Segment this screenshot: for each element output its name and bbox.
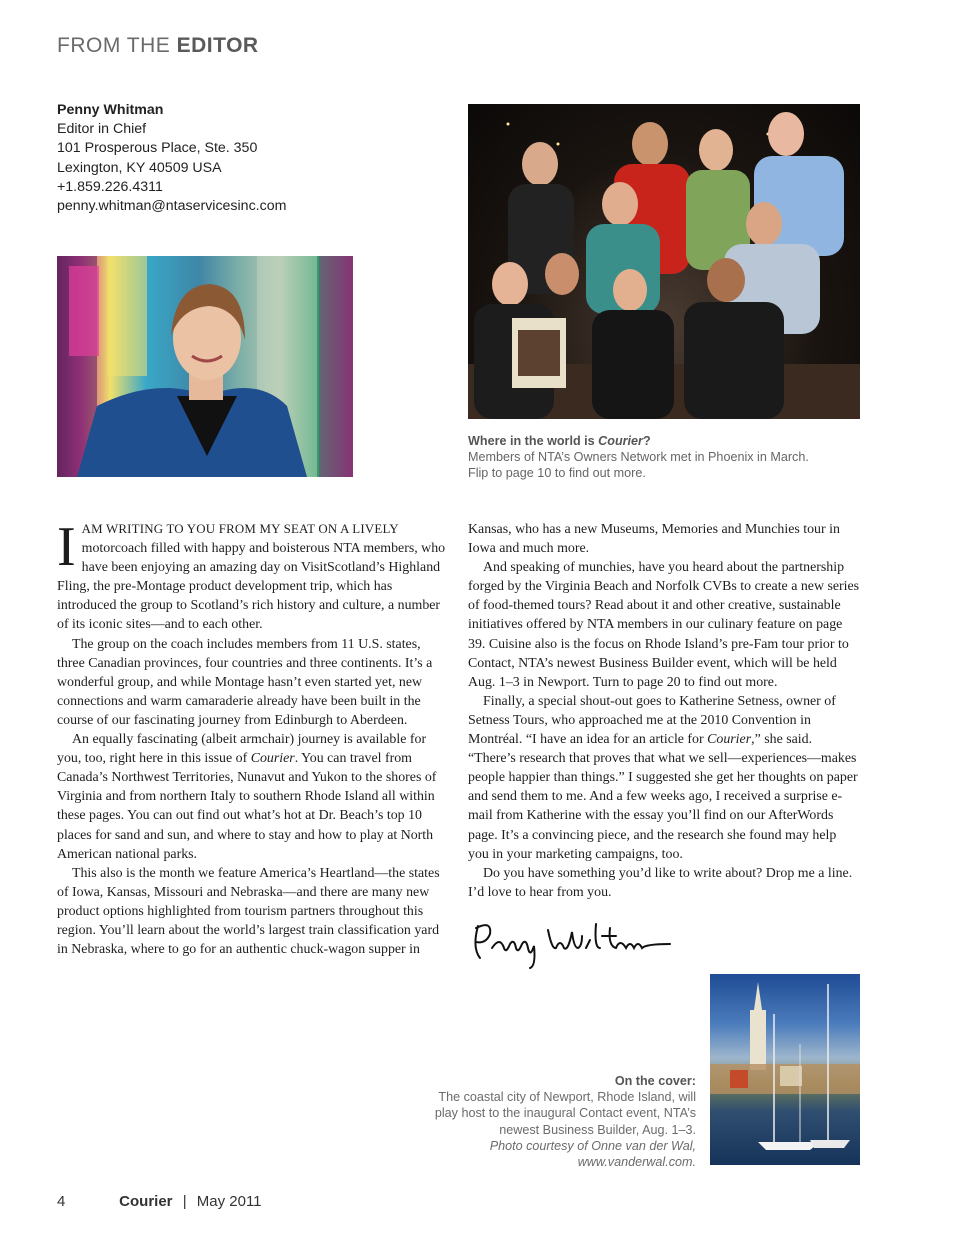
caption-lead-publication: Courier: [598, 434, 643, 448]
group-photo: [468, 104, 860, 419]
page-number: 4: [57, 1193, 66, 1210]
photo-credit-line1: Photo courtesy of Onne van der Wal,: [489, 1138, 696, 1153]
cover-caption-line3: newest Business Builder, Aug. 1–3.: [499, 1122, 696, 1137]
photo-credit-line2: www.vanderwal.com.: [577, 1155, 696, 1170]
opening-small-caps: AM WRITING TO YOU FROM MY SEAT ON A LIVELY: [81, 522, 399, 536]
letter-paragraph-2: The group on the coach includes members from 11 U.S. states, three Canadian provinces, four countries and three continents. It’s a wonderful group, and while Montage hasn’t even started yet, new connections and warm camaraderie already have been built in the course of our fascinating journey from Edinburgh to Aberdeen.: [57, 636, 433, 728]
cover-caption-credit2: [396, 1154, 696, 1170]
caption-lead-mark: ?: [642, 434, 651, 448]
letter-paragraph-6: [468, 692, 860, 864]
editor-portrait-photo: [57, 256, 353, 477]
editor-signature: [470, 918, 680, 970]
paragraph-6-text-a: Finally, a special shout-out goes to Katherine Setness, owner of Setness Tours, who approached me at the 2010 Convention in Montréal. “I have an idea for an article for: [468, 693, 836, 748]
paragraph-3-text-b: . You can travel from Canada’s Northwest Territories, Nunavut and Yukon to the shores of Virginia and from northern Italy to southern Rhode Island all within these pages. You can out find out what’s hot at Dr. Beach’s top 10 places for sand and sun, and where to stay and how to play at North American national parks.: [57, 751, 437, 862]
editor-address-line2: Lexington, KY 40509 USA: [57, 159, 222, 176]
letter-column-right: [468, 520, 860, 902]
group-photo-caption-line2: Flip to page 10 to find out more.: [468, 466, 646, 481]
paragraph-3-text-a: An equally fascinating (albeit armchair) journey is available for you, too, right here in this issue of: [57, 732, 427, 767]
letter-paragraph-1-rest: motorcoach filled with happy and boisterous NTA members, who have been enjoying an amazing day on VisitScotland’s Highland Fling, the pre-Montage product development trip, which has introduced the group to Scotland’s rich history and culture, a number of its iconic sites—and to each other.: [57, 541, 446, 633]
cover-caption-lead: On the cover:: [614, 1074, 696, 1088]
cover-photo: [710, 974, 860, 1165]
letter-paragraph-7: Do you have something you’d like to write about? Drop me a line. I’d love to hear from you.: [468, 865, 853, 900]
issue-date: May 2011: [196, 1193, 262, 1210]
drop-cap: I: [57, 516, 76, 578]
group-photo-caption-line1: Members of NTA’s Owners Network met in Phoenix in March.: [468, 450, 809, 465]
editor-title: Editor in Chief: [57, 121, 147, 138]
cover-caption-credit1: [396, 1138, 696, 1154]
letter-paragraph-4-continued: Kansas, who has a new Museums, Memories and Munchies tour in Iowa and much more.: [468, 522, 840, 557]
section-header-bold: EDITOR: [176, 34, 259, 57]
letter-paragraph-3: [57, 730, 449, 864]
cover-caption-line1: The coastal city of Newport, Rhode Island, will: [438, 1090, 696, 1105]
editor-contact-block: [57, 101, 286, 216]
editor-name: Penny Whitman: [57, 102, 164, 118]
editor-address-line1: 101 Prosperous Place, Ste. 350: [57, 140, 258, 157]
letter-paragraph-1: [57, 516, 449, 635]
editor-phone: +1.859.226.4311: [57, 178, 163, 195]
editor-email[interactable]: penny.whitman@ntaservicesinc.com: [57, 198, 287, 215]
page-footer: [57, 1193, 262, 1210]
cover-caption-line2: play host to the inaugural Contact event, NTA’s: [434, 1106, 696, 1121]
paragraph-6-text-b: ,” she said. “There’s research that proves that what we sell—experiences—makes people happier than things.” I suggested she get her thoughts on paper and send them to me. And a few weeks ago, I received a surprise e-mail from Katherine with the essay you’ll find on our AfterWords page. It’s a convincing piece, and the research she found may help you in your marketing campaigns, too.: [468, 732, 858, 862]
group-photo-caption: [468, 433, 809, 482]
letter-paragraph-4: This also is the month we feature America’s Heartland—the states of Iowa, Kansas, Missouri and Nebraska—and there are many new product options highlighted from tourism partners throughout this region. You’ll learn about the world’s largest train classification yard in Nebraska, where to go for an authentic chuck-wagon supper in: [57, 865, 440, 958]
letter-column-left: [57, 516, 449, 959]
group-photo-caption-lead: [468, 433, 809, 449]
paragraph-3-publication: Courier: [250, 751, 295, 767]
section-header-light: FROM THE: [57, 34, 171, 57]
cover-caption: [396, 1073, 696, 1170]
section-header: [57, 34, 259, 58]
paragraph-6-publication: Courier: [707, 732, 752, 748]
footer-separator: |: [182, 1193, 187, 1210]
letter-paragraph-5: And speaking of munchies, have you heard about the partnership forged by the Virginia Beach and Norfolk CVBs to create a new series of food-themed tours? Read about it and other creative, sustainable initiatives offered by NTA members in our culinary feature on page 39. Cuisine also is the focus on Rhode Island’s pre-Fam tour prior to Contact, NTA’s newest Business Builder event, which will be held Aug. 1–3 in Newport. Turn to page 20 to find out more.: [468, 560, 860, 690]
caption-lead-text: Where in the world is: [468, 434, 599, 448]
publication-name: Courier: [119, 1193, 173, 1210]
